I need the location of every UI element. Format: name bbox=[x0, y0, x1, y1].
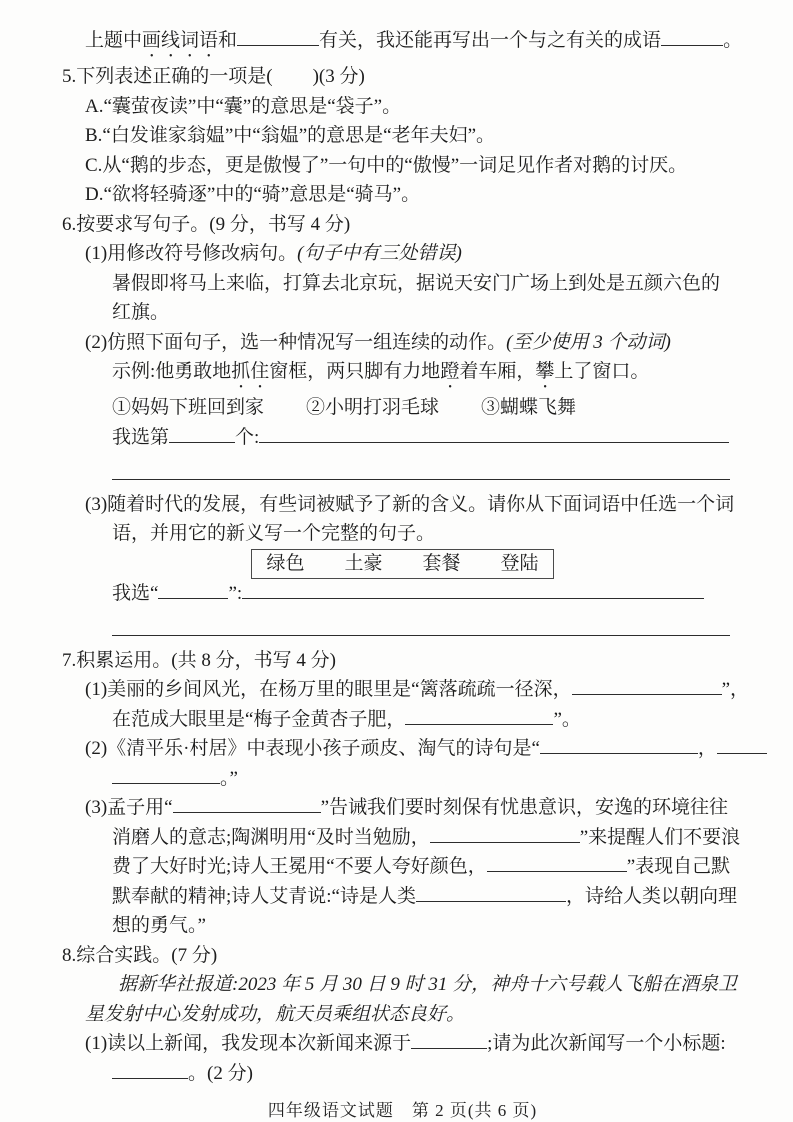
q7-sub3-l1-post: ”告诫我们要时刻保有忧患意识，安逸的环境往往 bbox=[320, 797, 729, 818]
q6-sub1-label bbox=[62, 239, 743, 269]
q8-sub1-line1 bbox=[62, 1029, 743, 1059]
fill-blank bbox=[112, 1059, 188, 1078]
q7-sub3-l2-pre: 消磨人的意志;陶渊明用“及时当勉励， bbox=[112, 826, 430, 848]
q6-sub2-label bbox=[62, 328, 743, 358]
example-verb-1: 抓住 bbox=[231, 361, 270, 382]
choice-2: ②小明打羽毛球 bbox=[306, 397, 440, 418]
q6-sub1-label-text: (1)用修改符号修改病句。 bbox=[85, 243, 298, 264]
q5-stem-pre: 5.下列表述正确的一项是( bbox=[62, 66, 273, 87]
word-option-1: 绿色 bbox=[266, 552, 305, 574]
q5-stem bbox=[62, 62, 743, 92]
q8-news-line1: 据新华社报道:2023 年 5 月 30 日 9 时 31 分，神舟十六号载人飞船在酒泉卫 bbox=[118, 974, 738, 995]
fill-blank bbox=[540, 735, 698, 754]
fill-blank bbox=[405, 705, 553, 724]
word-option-4: 登陆 bbox=[500, 552, 539, 574]
q6-sub3-text-line1: (3)随着时代的发展，有些词被赋予了新的含义。请你从下面词语中任选一个词 bbox=[85, 493, 735, 515]
intro-text-post: 有关，我还能再写出一个与之有关的成语 bbox=[319, 30, 662, 51]
q8-sub1-l1-post: ;请为此次新闻写一个小标题: bbox=[487, 1033, 726, 1054]
intro-period: 。 bbox=[723, 30, 743, 51]
q7-sub3-l3-pre: 费了大好时光;诗人王冕用“不要人夸好颜色， bbox=[112, 856, 487, 877]
q7-sub2-l2-post: 。” bbox=[220, 767, 238, 789]
q6-sub2-choices bbox=[62, 393, 743, 423]
select-pre: 我选第 bbox=[112, 426, 170, 448]
q6-sub2-label-text: (2)仿照下面句子，选一种情况写一组连续的动作。 bbox=[85, 331, 507, 353]
q6-sub1-note: (句子中有三处错误) bbox=[297, 243, 462, 264]
q6-sub3-answer-line bbox=[62, 616, 743, 646]
example-verb-2: 蹬 bbox=[440, 361, 460, 382]
q6-sub2-answer-line bbox=[62, 460, 743, 490]
example-mid-2: 着车厢， bbox=[459, 361, 536, 382]
q5-option-d: D.“欲将轻骑逐”中的“骑”意思是“骑马”。 bbox=[85, 184, 421, 205]
example-mid-1: 窗框，两只脚有力地 bbox=[269, 361, 441, 382]
q7-sub1-line1 bbox=[62, 675, 750, 705]
select-post: 个: bbox=[235, 426, 260, 448]
fill-blank bbox=[572, 676, 722, 695]
answer-line bbox=[242, 579, 704, 598]
q7-sub3-l2-post: ”来提醒人们不要浪 bbox=[579, 826, 741, 848]
q7-sub1-l1-pre: (1)美丽的乡间风光，在杨万里的眼里是“篱落疏疏一径深， bbox=[85, 679, 572, 700]
word-option-3: 套餐 bbox=[422, 552, 461, 574]
fill-blank bbox=[487, 853, 627, 872]
answer-line bbox=[112, 461, 730, 480]
example-verb-3: 攀 bbox=[535, 361, 555, 382]
q8-sub1-line2 bbox=[62, 1059, 743, 1089]
q8-stem: 8.综合实践。(7 分) bbox=[62, 944, 218, 966]
fill-blank bbox=[416, 882, 566, 901]
q6-sub1-sentence-line2: 红旗。 bbox=[112, 302, 170, 323]
select-pre: 我选“ bbox=[112, 582, 159, 604]
answer-line bbox=[112, 617, 730, 636]
page-footer: 四年级语文试题 第 2 页(共 6 页) bbox=[267, 1101, 538, 1120]
q7-sub3-line1 bbox=[62, 793, 743, 823]
fill-blank bbox=[173, 794, 321, 813]
q6-sub3-text-line2: 语，并用它的新义写一个完整的句子。 bbox=[112, 523, 436, 544]
fill-blank bbox=[430, 823, 580, 842]
fill-blank bbox=[169, 423, 235, 442]
q7-sub3-l1-pre: (3)孟子用“ bbox=[85, 797, 173, 818]
q7-sub2-l1-pre: (2)《清平乐·村居》中表现小孩子顽皮、淘气的诗句是“ bbox=[85, 738, 540, 759]
q7-sub3-line3 bbox=[62, 852, 743, 882]
q7-sub1-line2 bbox=[62, 705, 743, 735]
word-option-2: 土豪 bbox=[344, 552, 383, 574]
fill-blank bbox=[158, 579, 228, 598]
carryover-question-line bbox=[62, 26, 743, 62]
q5-option-b: B.“白发谁家翁媪”中“翁媪”的意思是“老年夫妇”。 bbox=[85, 125, 496, 146]
q6-sub2-select-line bbox=[62, 423, 743, 453]
fill-blank bbox=[411, 1030, 487, 1049]
q6-sub3-word-box-line bbox=[62, 549, 743, 579]
q6-sub1-sentence-line1: 暑假即将马上来临，打算去北京玩，据说天安门广场上到处是五颜六色的 bbox=[112, 272, 721, 294]
word-box bbox=[251, 549, 553, 579]
q7-sub2-l1-mid: ， bbox=[697, 738, 717, 759]
example-post: 上了窗口。 bbox=[554, 361, 650, 382]
q7-sub3-line2 bbox=[62, 823, 743, 853]
q5-stem-post: )(3 分) bbox=[312, 66, 365, 87]
intro-text-mid: 和 bbox=[218, 30, 238, 51]
intro-emphasized-words: 画线词语 bbox=[142, 30, 219, 51]
q8-sub1-l2-post: 。(2 分) bbox=[188, 1062, 253, 1084]
q7-sub3-l4-pre: 默奉献的精神;诗人艾青说:“诗是人类 bbox=[112, 885, 416, 907]
intro-text-pre: 上题中 bbox=[85, 30, 143, 51]
q6-stem: 6.按要求写句子。(9 分，书写 4 分) bbox=[62, 213, 351, 235]
q6-sub3-select-line bbox=[62, 579, 743, 609]
q7-sub3-line5: 想的勇气。” bbox=[112, 915, 206, 936]
fill-blank bbox=[237, 27, 319, 46]
q7-sub3-line4 bbox=[62, 882, 743, 912]
choice-1: ①妈妈下班回到家 bbox=[112, 397, 265, 418]
q7-sub2-line2 bbox=[62, 764, 743, 794]
q6-sub2-note: (至少使用 3 个动词) bbox=[506, 331, 671, 353]
q7-sub2-line1 bbox=[62, 734, 743, 764]
q7-sub3-l3-post: ”表现自己默 bbox=[626, 856, 731, 877]
q7-sub3-l4-post: ，诗给人类以朝向理 bbox=[566, 885, 738, 907]
fill-blank bbox=[717, 735, 767, 754]
q5-option-a: A.“囊萤夜读”中“囊”的意思是“袋子”。 bbox=[85, 95, 402, 117]
fill-blank bbox=[112, 764, 220, 783]
select-post: ”: bbox=[228, 582, 243, 604]
q7-sub1-l2-post: ”。 bbox=[553, 708, 581, 730]
q7-sub1-l2-pre: 在范成大眼里是“梅子金黄杏子肥， bbox=[112, 708, 406, 730]
q5-option-c: C.从“鹅的步态，更是傲慢了”一句中的“傲慢”一词足见作者对鹅的讨厌。 bbox=[85, 154, 688, 176]
q6-sub2-example bbox=[62, 357, 743, 393]
q7-stem: 7.积累运用。(共 8 分，书写 4 分) bbox=[62, 649, 336, 671]
example-pre: 示例:他勇敢地 bbox=[112, 361, 232, 382]
q7-sub1-l1-post: ”， bbox=[721, 679, 750, 700]
choice-3: ③蝴蝶飞舞 bbox=[481, 397, 577, 418]
q8-sub1-l1-pre: (1)读以上新闻，我发现本次新闻来源于 bbox=[85, 1033, 412, 1054]
fill-blank bbox=[661, 27, 723, 46]
answer-line bbox=[259, 423, 729, 442]
q8-news-line2: 星发射中心发射成功，航天员乘组状态良好。 bbox=[85, 1003, 466, 1025]
